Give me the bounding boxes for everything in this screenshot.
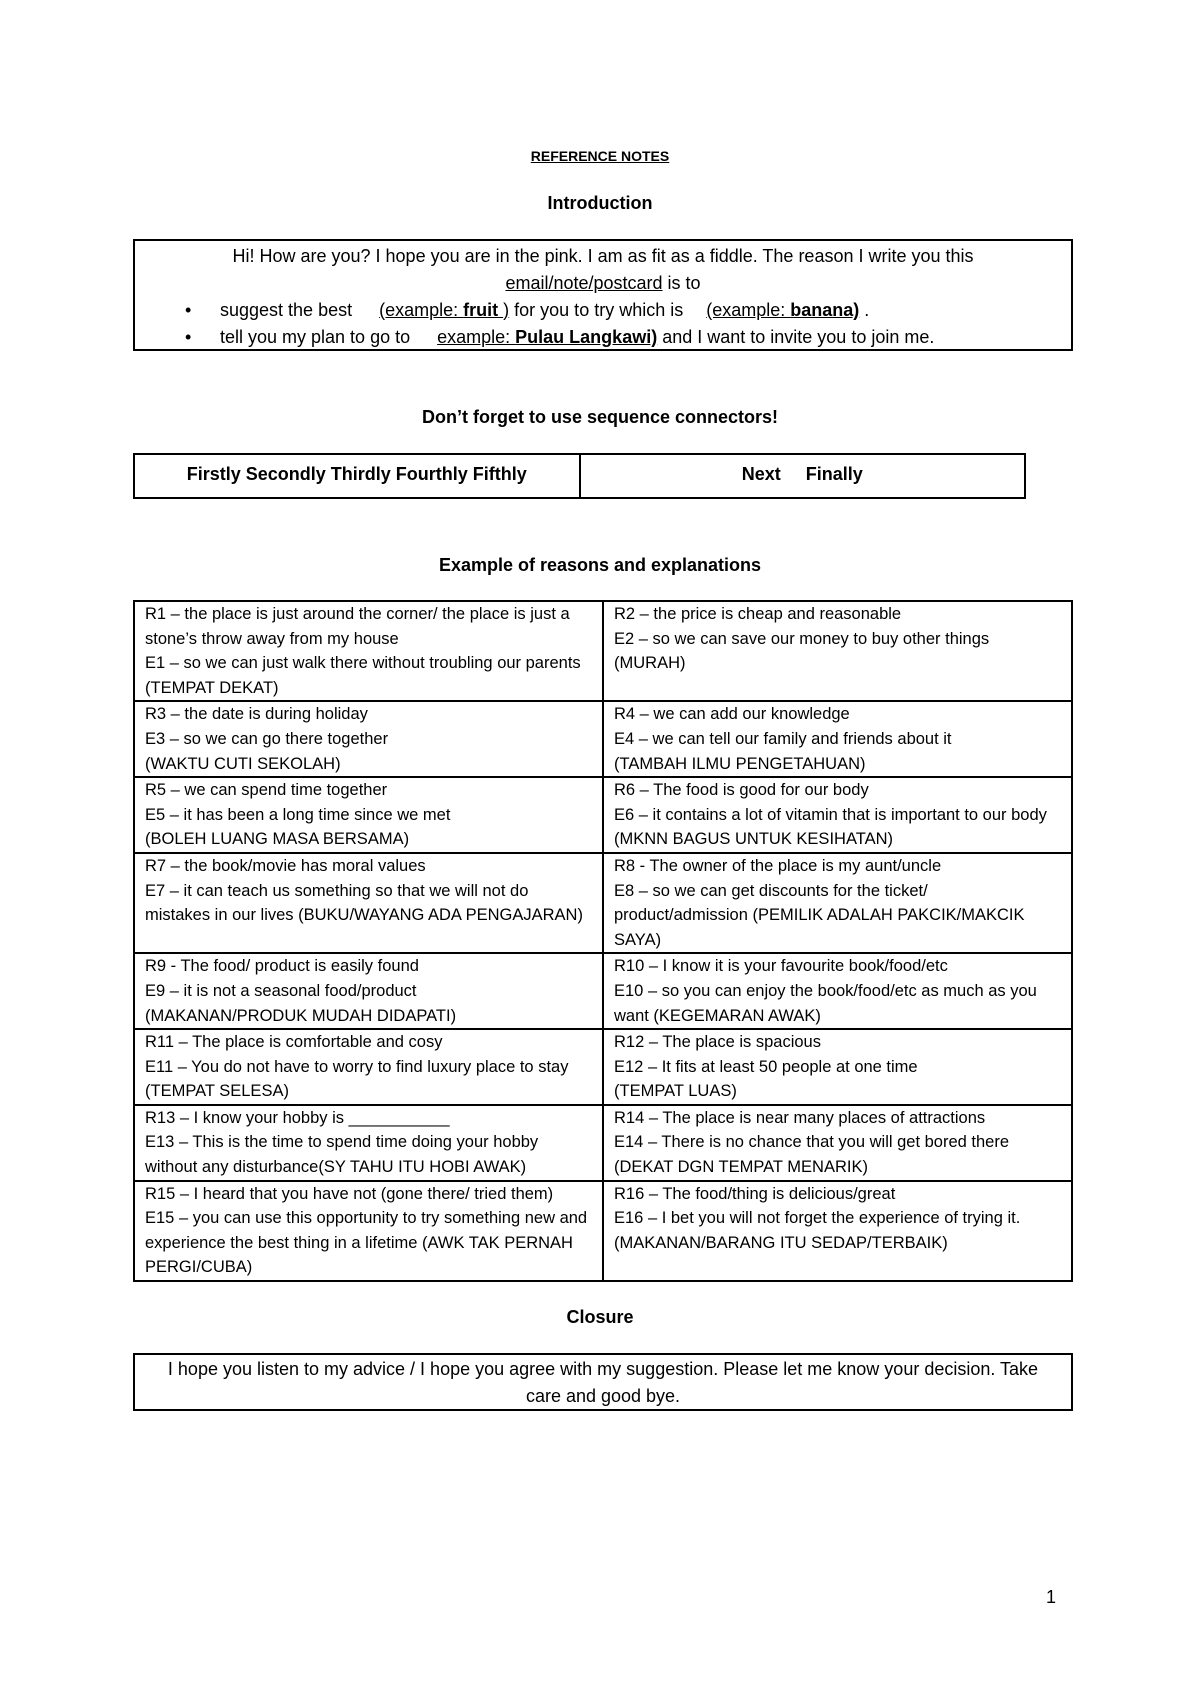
reason-line: (MAKANAN/BARANG ITU SEDAP/TERBAIK): [614, 1233, 948, 1252]
reason-cell: [603, 953, 1072, 1029]
table-row: [134, 953, 1072, 1029]
page-number: 1: [1046, 1587, 1057, 1607]
bullet-icon: •: [185, 327, 192, 347]
reason-cell: [134, 701, 603, 777]
reason-line: R10 – I know it is your favourite book/food/etc: [614, 957, 948, 976]
reason-line: R4 – we can add our knowledge: [614, 705, 850, 724]
reason-line: E10 – so you can enjoy the book/food/etc as much as you want (KEGEMARAN AWAK): [614, 981, 1037, 1025]
closure-heading: Closure: [566, 1307, 634, 1327]
table-row: [134, 701, 1072, 777]
reason-line: R9 - The food/ product is easily found: [145, 957, 419, 976]
bullet-text: tell you my plan to go to: [220, 327, 411, 347]
reasons-table: [133, 600, 1073, 1282]
table-row: [134, 601, 1072, 701]
intro-line-1: Hi! How are you? I hope you are in the pink. I am as fit as a fiddle. The reason I write you this: [232, 246, 974, 266]
reasons-table-body: [134, 601, 1072, 1281]
connectors-final-cell: Next Finally: [579, 455, 1025, 497]
reason-line: E16 – I bet you will not forget the experience of trying it.: [614, 1209, 1021, 1228]
connectors-sequence-cell: Firstly Secondly Thirdly Fourthly Fifthly: [186, 464, 527, 484]
reason-cell: [603, 701, 1072, 777]
reason-cell: [603, 1105, 1072, 1181]
reason-line: (TAMBAH ILMU PENGETAHUAN): [614, 754, 866, 773]
reason-line: E14 – There is no chance that you will get bored there: [614, 1133, 1010, 1152]
connectors-heading: Don’t forget to use sequence connectors!: [421, 407, 779, 427]
reason-line: E15 – you can use this opportunity to try something new and experience the best thing in a lifetime (AWK TAK PERNAH PERGI/CUBA): [145, 1209, 588, 1277]
reason-line: R6 – The food is good for our body: [614, 781, 869, 800]
reason-line: E2 – so we can save our money to buy other things (MURAH): [614, 629, 990, 673]
reason-cell: [134, 601, 603, 701]
closure-box: [133, 1353, 1073, 1411]
reason-line: R5 – we can spend time together: [145, 781, 388, 800]
reason-line: R8 - The owner of the place is my aunt/uncle: [614, 856, 942, 875]
intro-bullet-plan: [135, 324, 1071, 351]
intro-bullet-suggest: [135, 297, 1071, 324]
bullet-text: suggest the best: [220, 300, 353, 320]
reason-line: R11 – The place is comfortable and cosy: [145, 1033, 443, 1052]
reason-line: E7 – it can teach us something so that we will not do mistakes in our lives (BUKU/WAYANG ADA PENGAJARAN): [145, 881, 583, 925]
reason-cell: [603, 853, 1072, 953]
reason-line: E1 – so we can just walk there without troubling our parents (TEMPAT DEKAT): [145, 654, 581, 697]
reason-line: R14 – The place is near many places of attractions: [614, 1108, 986, 1127]
reason-line: R1 – the place is just around the corner/ the place is just a stone’s throw away from my house: [145, 605, 570, 648]
bullet-text-end: .: [859, 300, 870, 320]
reason-line: E9 – it is not a seasonal food/product: [145, 981, 417, 1000]
connectors-box: [133, 453, 1026, 499]
table-row: [134, 1105, 1072, 1181]
reason-line: E12 – It fits at least 50 people at one time: [614, 1057, 918, 1076]
reason-line: E5 – it has been a long time since we met: [145, 805, 451, 824]
table-row: [134, 1029, 1072, 1105]
bullet-text-end: and I want to invite you to join me.: [657, 327, 935, 347]
reasons-heading: Example of reasons and explanations: [438, 555, 762, 575]
reason-line: E13 – This is the time to spend time doing your hobby without any disturbance(SY TAHU ITU HOBI AWAK): [145, 1133, 539, 1177]
document-title: REFERENCE NOTES: [530, 148, 670, 164]
reason-cell: [603, 601, 1072, 701]
introduction-heading: Introduction: [547, 193, 653, 213]
reason-line: R3 – the date is during holiday: [145, 705, 368, 724]
reason-line: R2 – the price is cheap and reasonable: [614, 605, 902, 623]
table-row: [134, 777, 1072, 853]
bullet-text-cont: for you to try which is: [509, 300, 684, 320]
reason-cell: [134, 777, 603, 853]
reason-line: (MAKANAN/PRODUK MUDAH DIDAPATI): [145, 1006, 457, 1025]
example-langkawi-text: example: Pulau Langkawi): [437, 327, 658, 347]
reason-line: (BOLEH LUANG MASA BERSAMA): [145, 830, 410, 849]
reason-line: R12 – The place is spacious: [614, 1033, 821, 1052]
reason-line: R7 – the book/movie has moral values: [145, 856, 426, 875]
reason-line: E4 – we can tell our family and friends about it: [614, 729, 952, 748]
reason-line: R13 – I know your hobby is ___________: [145, 1108, 450, 1127]
example-banana-text: (example: banana): [706, 300, 860, 320]
reason-line: R15 – I heard that you have not (gone there/ tried them): [145, 1184, 554, 1203]
reason-line: (WAKTU CUTI SEKOLAH): [145, 754, 341, 773]
reason-line: (TEMPAT LUAS): [614, 1082, 737, 1101]
intro-line-2: [135, 270, 1071, 297]
reason-cell: [134, 953, 603, 1029]
table-row: [134, 853, 1072, 953]
intro-line-2-rest: is to: [662, 273, 701, 293]
reason-line: (DEKAT DGN TEMPAT MENARIK): [614, 1158, 868, 1177]
reason-line: E3 – so we can go there together: [145, 729, 389, 748]
introduction-box: [133, 239, 1073, 351]
reason-cell: [134, 1029, 603, 1105]
reason-cell: [603, 1029, 1072, 1105]
reason-line: E6 – it contains a lot of vitamin that is important to our body (MKNN BAGUS UNTUK KESIHATAN): [614, 805, 1047, 849]
reason-cell: [603, 777, 1072, 853]
closure-text: I hope you listen to my advice / I hope you agree with my suggestion. Please let me know your decision. Take care and good bye.: [167, 1359, 1039, 1406]
reason-line: E8 – so we can get discounts for the ticket/ product/admission (PEMILIK ADALAH PAKCIK/MAKCIK SAYA): [614, 881, 1025, 949]
reason-cell: [134, 1181, 603, 1281]
reason-cell: [603, 1181, 1072, 1281]
reason-line: E11 – You do not have to worry to find luxury place to stay (TEMPAT SELESA): [145, 1057, 569, 1101]
reason-cell: [134, 1105, 603, 1181]
reason-cell: [134, 853, 603, 953]
email-note-postcard-text: email/note/postcard: [505, 273, 663, 293]
example-fruit-text: (example: fruit ): [379, 300, 510, 320]
table-row: [134, 1181, 1072, 1281]
reason-line: R16 – The food/thing is delicious/great: [614, 1184, 896, 1203]
bullet-icon: •: [185, 300, 192, 320]
